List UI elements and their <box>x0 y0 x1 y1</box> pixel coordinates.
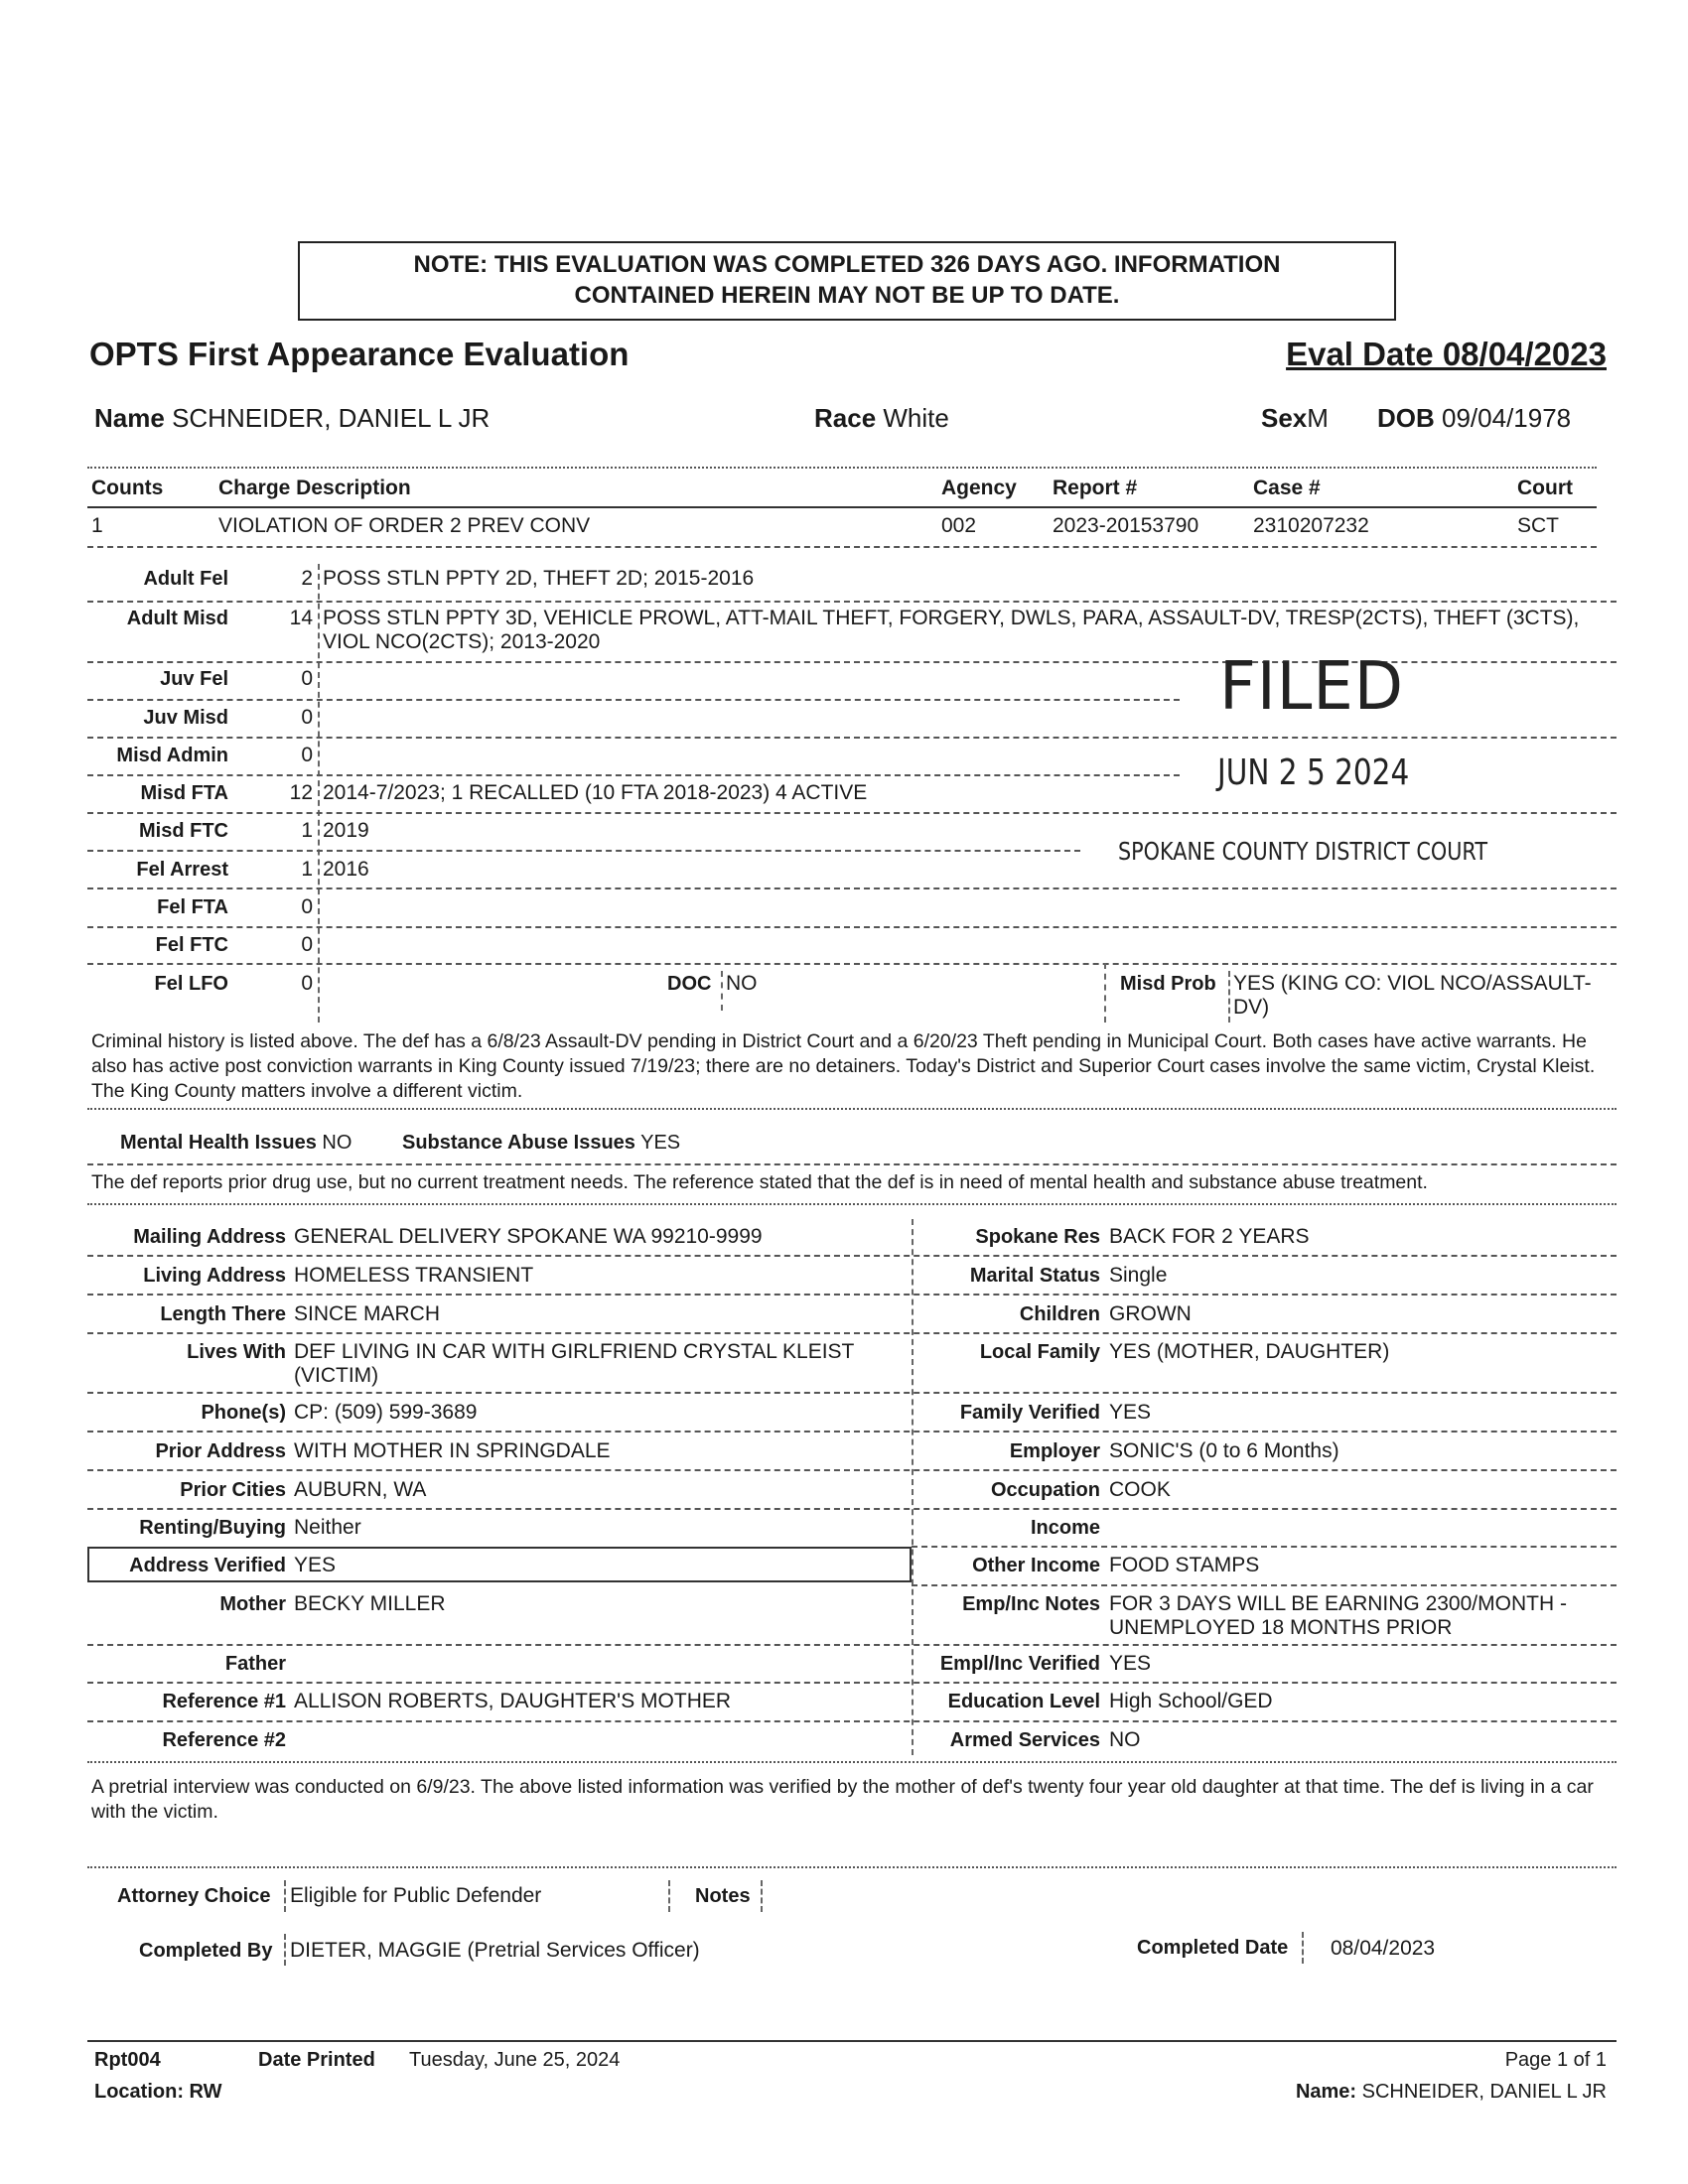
history-count-misd-ftc: 1 <box>301 819 313 842</box>
doc-divider <box>721 971 723 1011</box>
sex-label: Sex <box>1261 403 1308 433</box>
history-label-adult-misd: Adult Misd <box>126 608 228 629</box>
col-header-court: Court <box>1517 477 1573 499</box>
charge-counts: 1 <box>91 514 103 537</box>
history-text-misd-fta: 2014-7/2023; 1 RECALLED (10 FTA 2018-2023) 4 ACTIVE <box>323 781 868 804</box>
father-label: Father <box>224 1653 286 1675</box>
completed-date-divider <box>1302 1932 1304 1964</box>
misd-prob-divider <box>1228 971 1230 1023</box>
row-divider <box>87 1644 1617 1646</box>
footer-name-label: Name: <box>1295 2081 1357 2103</box>
section-divider <box>87 1108 1617 1110</box>
history-divider <box>87 812 1617 814</box>
col-header-agency: Agency <box>941 477 1017 499</box>
history-count-fel-arrest: 1 <box>301 858 313 881</box>
history-label-fel-arrest: Fel Arrest <box>136 859 228 881</box>
doc-value: NO <box>726 972 758 995</box>
eval-date: Eval Date 08/04/2023 <box>1286 336 1607 372</box>
page-number: Page 1 of 1 <box>1504 2049 1607 2071</box>
local-family-label: Local Family <box>979 1341 1100 1363</box>
history-count-adult-fel: 2 <box>301 567 313 590</box>
footer-rule <box>87 2040 1617 2042</box>
col-header-counts: Counts <box>91 477 164 499</box>
children-value: GROWN <box>1109 1302 1192 1325</box>
row-divider <box>87 1255 1617 1257</box>
living-address-value: HOMELESS TRANSIENT <box>294 1264 534 1287</box>
prior-cities-value: AUBURN, WA <box>294 1478 427 1501</box>
dob-label: DOB <box>1377 403 1435 433</box>
history-label-juv-misd: Juv Misd <box>143 707 228 729</box>
interview-note: A pretrial interview was conducted on 6/9/23. The above listed information was verified by the mother of def's twenty four year old daughter at that time. The def is living in a car with the victim. <box>91 1776 1594 1823</box>
completed-date-value: 08/04/2023 <box>1331 1937 1436 1960</box>
completed-by-label: Completed By <box>139 1940 273 1962</box>
row-divider <box>87 1392 1617 1394</box>
date-printed-label: Date Printed <box>258 2049 375 2071</box>
race-value: White <box>883 403 949 433</box>
mother-label: Mother <box>219 1593 286 1615</box>
issues-note: The def reports prior drug use, but no current treatment needs. The reference stated that the def is in need of mental health and substance abuse treatment. <box>91 1171 1428 1193</box>
staleness-note <box>298 241 1396 321</box>
employer-label: Employer <box>1009 1440 1100 1462</box>
row-divider <box>87 1332 1617 1334</box>
mailing-address-value: GENERAL DELIVERY SPOKANE WA 99210-9999 <box>294 1225 763 1248</box>
notes-divider <box>761 1880 763 1912</box>
sex-value: M <box>1307 403 1329 433</box>
emp-inc-notes-label: Emp/Inc Notes <box>962 1593 1100 1615</box>
charge-court: SCT <box>1517 514 1559 537</box>
education-level-value: High School/GED <box>1109 1690 1273 1712</box>
history-divider <box>87 926 1617 928</box>
col-header-case: Case # <box>1253 477 1321 499</box>
reference-1-value: ALLISON ROBERTS, DAUGHTER'S MOTHER <box>294 1690 732 1712</box>
occupation-value: COOK <box>1109 1478 1171 1501</box>
footer-name <box>1296 2081 1607 2104</box>
history-label-misd-admin: Misd Admin <box>116 745 228 766</box>
row-divider <box>87 1431 1617 1433</box>
history-divider-vertical <box>318 564 320 1023</box>
history-count-misd-admin: 0 <box>301 744 313 766</box>
row-divider <box>87 1761 1617 1763</box>
mailing-address-label: Mailing Address <box>133 1226 286 1248</box>
lives-with-value: DEF LIVING IN CAR WITH GIRLFRIEND CRYSTAL KLEIST (VICTIM) <box>294 1340 854 1387</box>
charges-top-divider <box>87 467 1597 469</box>
spokane-res-value: BACK FOR 2 YEARS <box>1109 1225 1310 1248</box>
reference-1-label: Reference #1 <box>162 1691 286 1712</box>
occupation-label: Occupation <box>990 1479 1100 1501</box>
completed-by-value: DIETER, MAGGIE (Pretrial Services Officer) <box>290 1939 700 1962</box>
filed-stamp: FILED <box>1219 648 1405 726</box>
armed-services-label: Armed Services <box>949 1729 1100 1751</box>
history-divider <box>87 850 1080 852</box>
attorney-choice-label: Attorney Choice <box>117 1885 271 1907</box>
length-there-label: Length There <box>160 1303 286 1325</box>
dob-value: 09/04/1978 <box>1442 403 1572 433</box>
page-title: OPTS First Appearance Evaluation <box>89 336 630 372</box>
note-line-2: CONTAINED HEREIN MAY NOT BE UP TO DATE. <box>574 282 1120 309</box>
criminal-history-summary: Criminal history is listed above. The def has a 6/8/23 Assault-DV pending in District Court and a 6/20/23 Theft pending in Municipal Court. Both cases have active warrants. He also has active post conviction warrants in King County issued 7/19/23; there are no detainers. Today's District and Superior Court cases involve the same victim, Crystal Kleist. The King County matters involve a different victim. <box>91 1030 1596 1102</box>
filed-stamp-court: SPOKANE COUNTY DISTRICT COURT <box>1118 837 1487 866</box>
date-printed-value: Tuesday, June 25, 2024 <box>409 2049 621 2071</box>
name-field <box>94 403 490 434</box>
history-text-adult-misd: POSS STLN PPTY 3D, VEHICLE PROWL, ATT-MAIL THEFT, FORGERY, DWLS, PARA, ASSAULT-DV, TRESP(2CTS), THEFT (3CTS), VIOL NCO(2CTS); 2013-2020 <box>323 607 1580 653</box>
renting-buying-label: Renting/Buying <box>139 1517 286 1539</box>
history-label-misd-fta: Misd FTA <box>140 782 228 804</box>
row-divider <box>912 1546 1617 1548</box>
history-divider <box>87 887 1617 889</box>
history-text-fel-arrest: 2016 <box>323 858 369 881</box>
phone-value: CP: (509) 599-3689 <box>294 1401 478 1424</box>
mental-health-value: NO <box>322 1132 352 1154</box>
notes-label: Notes <box>695 1885 751 1907</box>
row-divider <box>912 1584 1617 1586</box>
employer-value: SONIC'S (0 to 6 Months) <box>1109 1439 1339 1462</box>
length-there-value: SINCE MARCH <box>294 1302 441 1325</box>
marital-status-label: Marital Status <box>969 1265 1100 1287</box>
history-label-fel-lfo: Fel LFO <box>154 973 228 995</box>
history-divider <box>87 963 1617 965</box>
phone-label: Phone(s) <box>201 1402 286 1424</box>
prior-cities-label: Prior Cities <box>180 1479 286 1501</box>
misd-prob-value: YES (KING CO: VIOL NCO/ASSAULT-DV) <box>1233 972 1592 1019</box>
row-divider <box>87 1682 1617 1684</box>
sex-field <box>1261 403 1329 434</box>
prior-address-label: Prior Address <box>155 1440 286 1462</box>
attorney-divider <box>284 1880 286 1912</box>
race-label: Race <box>814 403 877 433</box>
history-label-fel-ftc: Fel FTC <box>155 934 228 956</box>
charge-agency: 002 <box>941 514 977 537</box>
history-count-fel-fta: 0 <box>301 895 313 918</box>
col-header-report: Report # <box>1053 477 1138 499</box>
marital-status-value: Single <box>1109 1264 1168 1287</box>
empl-inc-verified-label: Empl/Inc Verified <box>939 1653 1100 1675</box>
living-address-label: Living Address <box>143 1265 286 1287</box>
history-label-fel-fta: Fel FTA <box>157 896 228 918</box>
name-label: Name <box>94 403 165 433</box>
note-line-1: NOTE: THIS EVALUATION WAS COMPLETED 326 DAYS AGO. INFORMATION <box>413 251 1281 278</box>
family-verified-label: Family Verified <box>959 1402 1100 1424</box>
attorney-choice-value: Eligible for Public Defender <box>290 1884 542 1907</box>
address-verified-label: Address Verified <box>129 1555 286 1576</box>
race-field <box>814 403 949 434</box>
other-income-label: Other Income <box>972 1555 1100 1576</box>
history-label-adult-fel: Adult Fel <box>143 568 228 590</box>
history-count-juv-misd: 0 <box>301 706 313 729</box>
history-count-adult-misd: 14 <box>289 607 313 629</box>
section-divider <box>87 1866 1617 1868</box>
history-count-juv-fel: 0 <box>301 667 313 690</box>
charge-case: 2310207232 <box>1253 514 1369 537</box>
charge-description: VIOLATION OF ORDER 2 PREV CONV <box>218 514 591 537</box>
row-divider <box>87 1720 1617 1722</box>
col-header-charge: Charge Description <box>218 477 411 499</box>
income-label: Income <box>1030 1517 1100 1539</box>
completed-date-label: Completed Date <box>1137 1937 1289 1959</box>
misd-prob-divider-left <box>1104 963 1106 1023</box>
emp-inc-notes-value: FOR 3 DAYS WILL BE EARNING 2300/MONTH - UNEMPLOYED 18 MONTHS PRIOR <box>1109 1592 1567 1639</box>
mother-value: BECKY MILLER <box>294 1592 446 1615</box>
history-label-misd-ftc: Misd FTC <box>139 820 228 842</box>
row-divider <box>87 1508 1617 1510</box>
history-divider <box>87 601 1617 603</box>
doc-label: DOC <box>667 973 712 995</box>
charges-bottom-divider <box>87 546 1597 548</box>
history-count-fel-lfo: 0 <box>301 972 313 995</box>
other-income-value: FOOD STAMPS <box>1109 1554 1260 1576</box>
children-label: Children <box>1019 1303 1100 1325</box>
notes-divider-left <box>668 1880 670 1912</box>
section-divider <box>87 1163 1617 1165</box>
report-id: Rpt004 <box>94 2049 161 2071</box>
location: Location: RW <box>94 2081 222 2103</box>
spokane-res-label: Spokane Res <box>975 1226 1100 1248</box>
history-divider <box>87 737 1617 739</box>
reference-2-label: Reference #2 <box>162 1729 286 1751</box>
history-text-adult-fel: POSS STLN PPTY 2D, THEFT 2D; 2015-2016 <box>323 567 755 590</box>
completed-by-divider <box>284 1934 286 1966</box>
dob-field <box>1377 403 1571 434</box>
history-text-misd-ftc: 2019 <box>323 819 369 842</box>
filed-stamp-date: JUN 2 5 2024 <box>1217 752 1410 793</box>
local-family-value: YES (MOTHER, DAUGHTER) <box>1109 1340 1390 1363</box>
history-count-misd-fta: 12 <box>289 781 313 804</box>
substance-abuse-value: YES <box>640 1132 681 1154</box>
row-divider <box>87 1469 1617 1471</box>
empl-inc-verified-value: YES <box>1109 1652 1152 1675</box>
substance-abuse-field <box>402 1132 680 1155</box>
mental-health-field <box>120 1132 352 1155</box>
row-divider <box>87 1294 1617 1296</box>
renting-buying-value: Neither <box>294 1516 361 1539</box>
prior-address-value: WITH MOTHER IN SPRINGDALE <box>294 1439 611 1462</box>
history-divider <box>87 774 1180 776</box>
substance-abuse-label: Substance Abuse Issues <box>402 1132 635 1154</box>
charges-header-rule <box>87 506 1597 508</box>
history-count-fel-ftc: 0 <box>301 933 313 956</box>
charge-report: 2023-20153790 <box>1053 514 1199 537</box>
education-level-label: Education Level <box>947 1691 1100 1712</box>
address-verified-value: YES <box>294 1554 337 1576</box>
misd-prob-label: Misd Prob <box>1120 973 1216 995</box>
history-label-juv-fel: Juv Fel <box>160 668 228 690</box>
history-divider <box>87 699 1180 701</box>
mental-health-label: Mental Health Issues <box>120 1132 317 1154</box>
armed-services-value: NO <box>1109 1728 1141 1751</box>
family-verified-value: YES <box>1109 1401 1152 1424</box>
footer-name-value: SCHNEIDER, DANIEL L JR <box>1361 2081 1607 2103</box>
section-divider <box>87 1203 1617 1205</box>
name-value: SCHNEIDER, DANIEL L JR <box>172 403 491 433</box>
lives-with-label: Lives With <box>187 1341 286 1363</box>
